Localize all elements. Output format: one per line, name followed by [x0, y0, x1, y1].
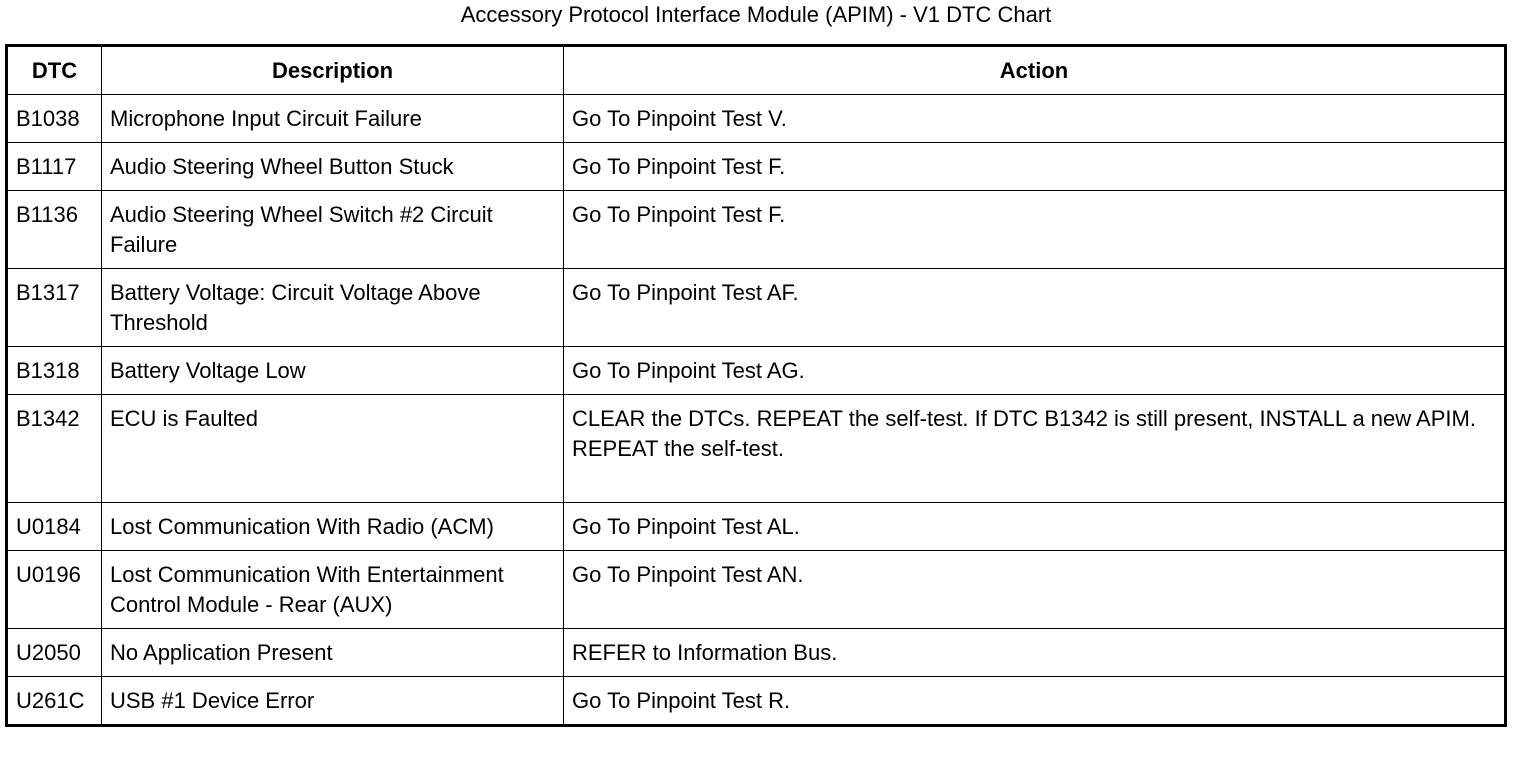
dtc-action: CLEAR the DTCs. REPEAT the self-test. If DTC B1342 is still present, INSTALL a new APIM. REPEAT the self-test. — [564, 395, 1506, 503]
table-row — [7, 269, 1506, 347]
dtc-action: Go To Pinpoint Test AL. — [564, 503, 1506, 551]
column-header-action: Action — [564, 46, 1506, 95]
table-row — [7, 551, 1506, 629]
table-header-row — [7, 46, 1506, 95]
dtc-action: Go To Pinpoint Test AG. — [564, 347, 1506, 395]
dtc-code: B1317 — [7, 269, 102, 347]
dtc-action: REFER to Information Bus. — [564, 629, 1506, 677]
dtc-action: Go To Pinpoint Test AF. — [564, 269, 1506, 347]
dtc-description: Audio Steering Wheel Switch #2 Circuit Failure — [102, 191, 564, 269]
column-header-dtc: DTC — [7, 46, 102, 95]
table-row — [7, 347, 1506, 395]
table-row — [7, 95, 1506, 143]
dtc-description: No Application Present — [102, 629, 564, 677]
dtc-action: Go To Pinpoint Test F. — [564, 143, 1506, 191]
dtc-description: ECU is Faulted — [102, 395, 564, 503]
dtc-action: Go To Pinpoint Test F. — [564, 191, 1506, 269]
dtc-description: Audio Steering Wheel Button Stuck — [102, 143, 564, 191]
dtc-code: U0184 — [7, 503, 102, 551]
dtc-code: B1342 — [7, 395, 102, 503]
dtc-code: U2050 — [7, 629, 102, 677]
table-row — [7, 503, 1506, 551]
dtc-description: Battery Voltage Low — [102, 347, 564, 395]
dtc-action: Go To Pinpoint Test V. — [564, 95, 1506, 143]
dtc-code: B1318 — [7, 347, 102, 395]
dtc-code: B1117 — [7, 143, 102, 191]
dtc-description: USB #1 Device Error — [102, 677, 564, 726]
dtc-description: Lost Communication With Entertainment Control Module - Rear (AUX) — [102, 551, 564, 629]
dtc-code: B1038 — [7, 95, 102, 143]
dtc-table — [5, 44, 1507, 727]
page-title: Accessory Protocol Interface Module (APIM) - V1 DTC Chart — [460, 2, 1052, 27]
dtc-code: B1136 — [7, 191, 102, 269]
dtc-description: Battery Voltage: Circuit Voltage Above Threshold — [102, 269, 564, 347]
dtc-code: U261C — [7, 677, 102, 726]
table-row — [7, 677, 1506, 726]
table-row — [7, 191, 1506, 269]
dtc-action: Go To Pinpoint Test R. — [564, 677, 1506, 726]
column-header-description: Description — [102, 46, 564, 95]
table-row — [7, 395, 1506, 503]
table-row — [7, 629, 1506, 677]
dtc-action: Go To Pinpoint Test AN. — [564, 551, 1506, 629]
dtc-description: Microphone Input Circuit Failure — [102, 95, 564, 143]
dtc-description: Lost Communication With Radio (ACM) — [102, 503, 564, 551]
table-row — [7, 143, 1506, 191]
dtc-code: U0196 — [7, 551, 102, 629]
